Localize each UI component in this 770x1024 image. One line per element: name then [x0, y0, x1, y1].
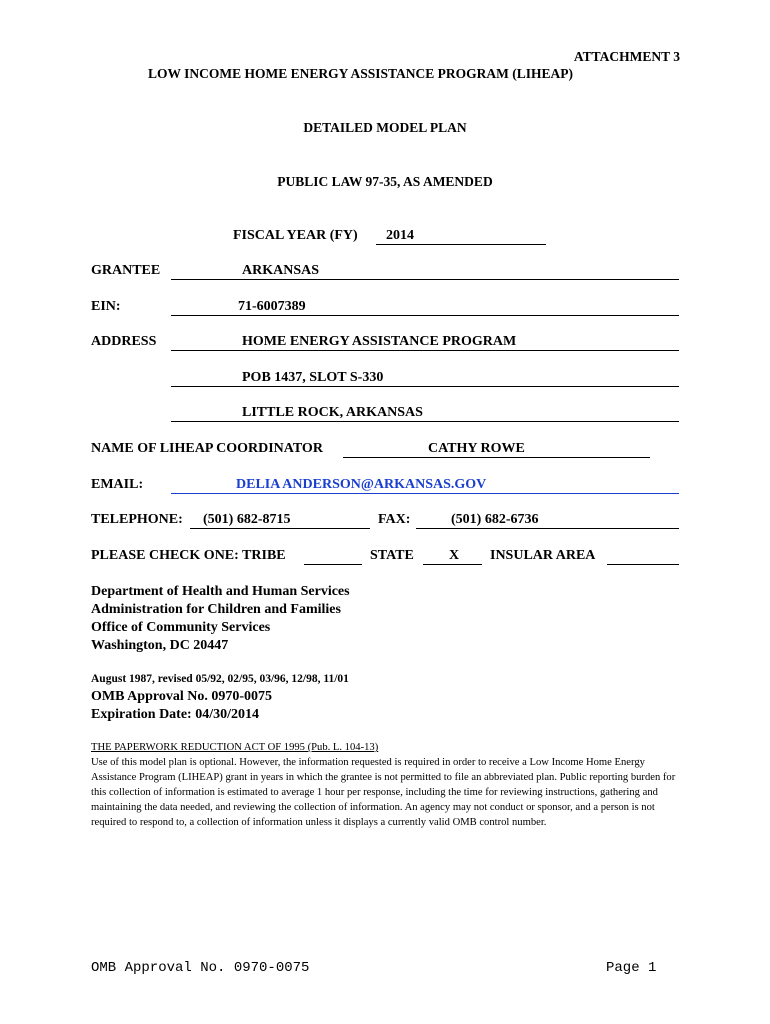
revision-history: August 1987, revised 05/92, 02/95, 03/96, 12/98, 11/01 [91, 673, 349, 685]
agency-line-3: Office of Community Services [91, 620, 271, 635]
expiration-date: Expiration Date: 04/30/2014 [91, 707, 259, 722]
plan-title: DETAILED MODEL PLAN [303, 120, 467, 135]
tribe-line[interactable] [304, 548, 362, 565]
agency-line-2: Administration for Children and Families [91, 602, 341, 617]
law-title: PUBLIC LAW 97-35, AS AMENDED [277, 174, 493, 189]
ein-value[interactable]: 71-6007389 [238, 299, 306, 314]
insular-area-label: INSULAR AREA [490, 548, 596, 563]
telephone-label: TELEPHONE: [91, 512, 183, 527]
omb-approval: OMB Approval No. 0970-0075 [91, 689, 272, 704]
ein-label: EIN: [91, 299, 121, 314]
fax-label: FAX: [378, 512, 411, 527]
paperwork-notice-title: THE PAPERWORK REDUCTION ACT OF 1995 (Pub. L. 104-13) [91, 742, 379, 753]
program-title: LOW INCOME HOME ENERGY ASSISTANCE PROGRAM (LIHEAP) [148, 66, 574, 81]
fiscal-year-value[interactable]: 2014 [386, 228, 414, 243]
address-label: ADDRESS [91, 334, 157, 349]
telephone-value[interactable]: (501) 682-8715 [203, 512, 291, 527]
attachment-label: ATTACHMENT 3 [573, 49, 680, 64]
agency-line-1: Department of Health and Human Services [91, 584, 350, 599]
agency-line-4: Washington, DC 20447 [91, 638, 229, 653]
email-label: EMAIL: [91, 477, 144, 492]
grantee-value[interactable]: ARKANSAS [242, 263, 320, 278]
fiscal-year-label: FISCAL YEAR (FY) [233, 228, 358, 243]
page-number: Page 1 [606, 960, 657, 976]
paperwork-notice [91, 740, 681, 830]
state-check-mark[interactable]: X [449, 548, 460, 563]
address-line-2[interactable]: POB 1437, SLOT S-330 [242, 370, 384, 385]
insular-area-line[interactable] [607, 548, 679, 565]
paperwork-notice-body: Use of this model plan is optional. However, the information requested is required in order to receive a Low Income Home Energy Assistance Program (LIHEAP) grant in years in which the grantee is not permitted to file an abbreviated plan. Public reporting burden for this collection of information is estimated to average 1 hour per response, including the time for reviewing instructions, gathering and maintaining the data needed, and reviewing the collection of information. An agency may not conduct or sponsor, and a person is not required to respond to, a collection of information unless it displays a currently valid OMB control number. [91, 757, 676, 828]
footer-omb: OMB Approval No. 0970-0075 [91, 960, 310, 976]
state-label: STATE [370, 548, 414, 563]
address-line-1[interactable]: HOME ENERGY ASSISTANCE PROGRAM [242, 334, 517, 349]
email-link[interactable]: DELIA ANDERSON@ARKANSAS.GOV [236, 477, 487, 492]
coordinator-label: NAME OF LIHEAP COORDINATOR [91, 441, 323, 456]
check-one-label: PLEASE CHECK ONE: TRIBE [91, 548, 286, 563]
address-line-3[interactable]: LITTLE ROCK, ARKANSAS [242, 405, 423, 420]
fax-value[interactable]: (501) 682-6736 [451, 512, 539, 527]
grantee-label: GRANTEE [91, 263, 161, 278]
coordinator-value[interactable]: CATHY ROWE [428, 441, 525, 456]
